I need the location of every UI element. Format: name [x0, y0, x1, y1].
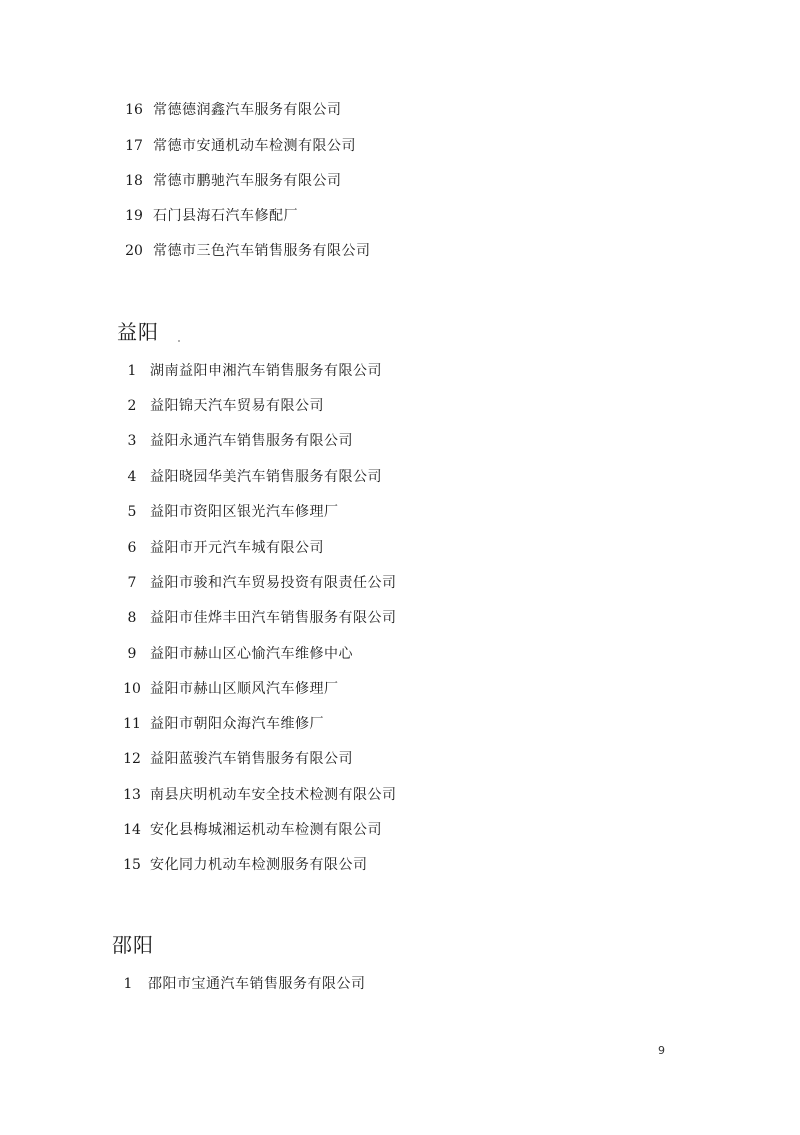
item-number: 4 — [127, 469, 137, 485]
item-number: 1 — [123, 976, 133, 992]
company-name: 益阳永通汽车销售服务有限公司 — [150, 433, 353, 449]
item-number: 2 — [127, 398, 137, 414]
page-number: 9 — [658, 1044, 665, 1057]
item-number: 17 — [125, 138, 143, 154]
item-number: 3 — [127, 433, 137, 449]
company-name: 安化县梅城湘运机动车检测有限公司 — [150, 822, 382, 838]
item-number: 1 — [127, 363, 137, 379]
company-name: 安化同力机动车检测服务有限公司 — [150, 857, 368, 873]
section-heading-shaoyang: 邵阳 — [112, 933, 154, 957]
item-number: 19 — [125, 208, 143, 224]
item-number: 12 — [123, 751, 141, 767]
company-name: 益阳市资阳区银光汽车修理厂 — [150, 504, 339, 520]
item-number: 20 — [125, 243, 143, 259]
company-name: 益阳市开元汽车城有限公司 — [150, 540, 324, 556]
section-heading-yiyang: 益阳 — [117, 320, 159, 344]
company-name: 常德市三色汽车销售服务有限公司 — [153, 243, 371, 259]
company-name: 常德市安通机动车检测有限公司 — [153, 138, 356, 154]
company-name: 益阳市赫山区顺风汽车修理厂 — [150, 681, 339, 697]
item-number: 18 — [125, 173, 143, 189]
item-number: 9 — [127, 646, 137, 662]
company-name: 常德市鹏驰汽车服务有限公司 — [153, 173, 342, 189]
company-name: 益阳蓝骏汽车销售服务有限公司 — [150, 751, 353, 767]
company-name: 益阳晓园华美汽车销售服务有限公司 — [150, 469, 382, 485]
item-number: 14 — [123, 822, 141, 838]
item-number: 13 — [123, 787, 141, 803]
item-number: 7 — [127, 575, 137, 591]
company-name: 益阳市朝阳众海汽车维修厂 — [150, 716, 324, 732]
company-name: 益阳锦天汽车贸易有限公司 — [150, 398, 324, 414]
item-number: 5 — [127, 504, 137, 520]
item-number: 8 — [127, 610, 137, 626]
company-name: 益阳市骏和汽车贸易投资有限责任公司 — [150, 575, 397, 591]
item-number: 15 — [123, 857, 141, 873]
company-name: 益阳市赫山区心愉汽车维修中心 — [150, 646, 353, 662]
scan-speck — [178, 340, 180, 342]
company-name: 益阳市佳烨丰田汽车销售服务有限公司 — [150, 610, 397, 626]
item-number: 16 — [125, 102, 143, 118]
company-name: 湖南益阳申湘汽车销售服务有限公司 — [150, 363, 382, 379]
company-name: 常德德润鑫汽车服务有限公司 — [153, 102, 342, 118]
item-number: 6 — [127, 540, 137, 556]
company-name: 南县庆明机动车安全技术检测有限公司 — [150, 787, 397, 803]
item-number: 10 — [123, 681, 141, 697]
company-name: 邵阳市宝通汽车销售服务有限公司 — [148, 976, 366, 992]
item-number: 11 — [123, 716, 141, 732]
company-name: 石门县海石汽车修配厂 — [153, 208, 298, 224]
